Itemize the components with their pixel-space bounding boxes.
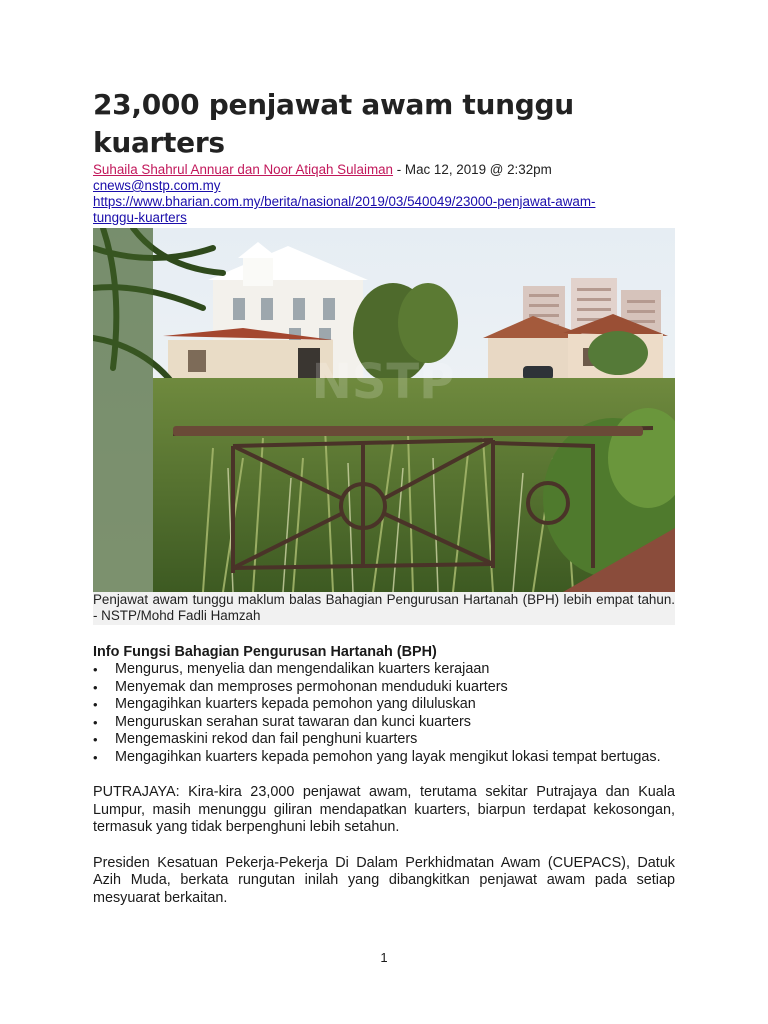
photo-watermark: NSTP [311, 354, 455, 410]
list-item: • Mengemaskini rekod dan fail penghuni kuarters [93, 731, 675, 749]
photo-caption: Penjawat awam tunggu maklum balas Bahagian Pengurusan Hartanah (BPH) lebih empat tahun. - NSTP/Mohd Fadli Hamzah [93, 592, 675, 623]
email-link[interactable]: cnews@nstp.com.my [93, 178, 221, 193]
article-url-link[interactable]: https://www.bharian.com.my/berita/nasional/2019/03/540049/23000-penjawat-awam- [93, 194, 596, 209]
body-paragraph: Presiden Kesatuan Pekerja-Pekerja Di Dalam Perkhidmatan Awam (CUEPACS), Datuk Azih Muda, berkata rungutan inilah yang dibangkitkan penjawat awam pada setiap mesyuarat berkaitan. [93, 854, 675, 906]
article [93, 86, 675, 907]
article-title: 23,000 penjawat awam tunggu kuarters [93, 88, 574, 159]
byline [93, 162, 675, 178]
author-link[interactable]: Suhaila Shahrul Annuar dan Noor Atiqah Sulaiman [93, 162, 394, 177]
info-box-title: Info Fungsi Bahagian Pengurusan Hartanah (BPH) [93, 644, 437, 660]
list-item: • Mengurus, menyelia dan mengendalikan kuarters kerajaan [93, 661, 675, 679]
body-paragraph: PUTRAJAYA: Kira-kira 23,000 penjawat awam, terutama sekitar Putrajaya dan Kuala Lumpur, masih menunggu giliran mendapatkan kuarters, biarpun terdapat kekosongan, termasuk yang tidak berpenghuni lebih setahun. [93, 784, 675, 835]
email-line [93, 178, 675, 194]
article-photo [93, 228, 675, 592]
list-item: • Menyemak dan memproses permohonan menduduki kuarters [93, 679, 675, 697]
page-number: 1 [380, 950, 388, 965]
url-block [93, 194, 675, 226]
publish-date: - Mac 12, 2019 @ 2:32pm [393, 162, 552, 177]
info-list [93, 661, 675, 766]
list-item: • Mengagihkan kuarters kepada pemohon yang layak mengikut lokasi tempat bertugas. [93, 749, 675, 767]
article-url-link-continued[interactable]: tunggu-kuarters [93, 210, 187, 225]
list-item: • Mengagihkan kuarters kepada pemohon yang diluluskan [93, 696, 675, 714]
garden-fence-photo [93, 228, 675, 592]
list-item: • Menguruskan serahan surat tawaran dan kunci kuarters [93, 714, 675, 732]
